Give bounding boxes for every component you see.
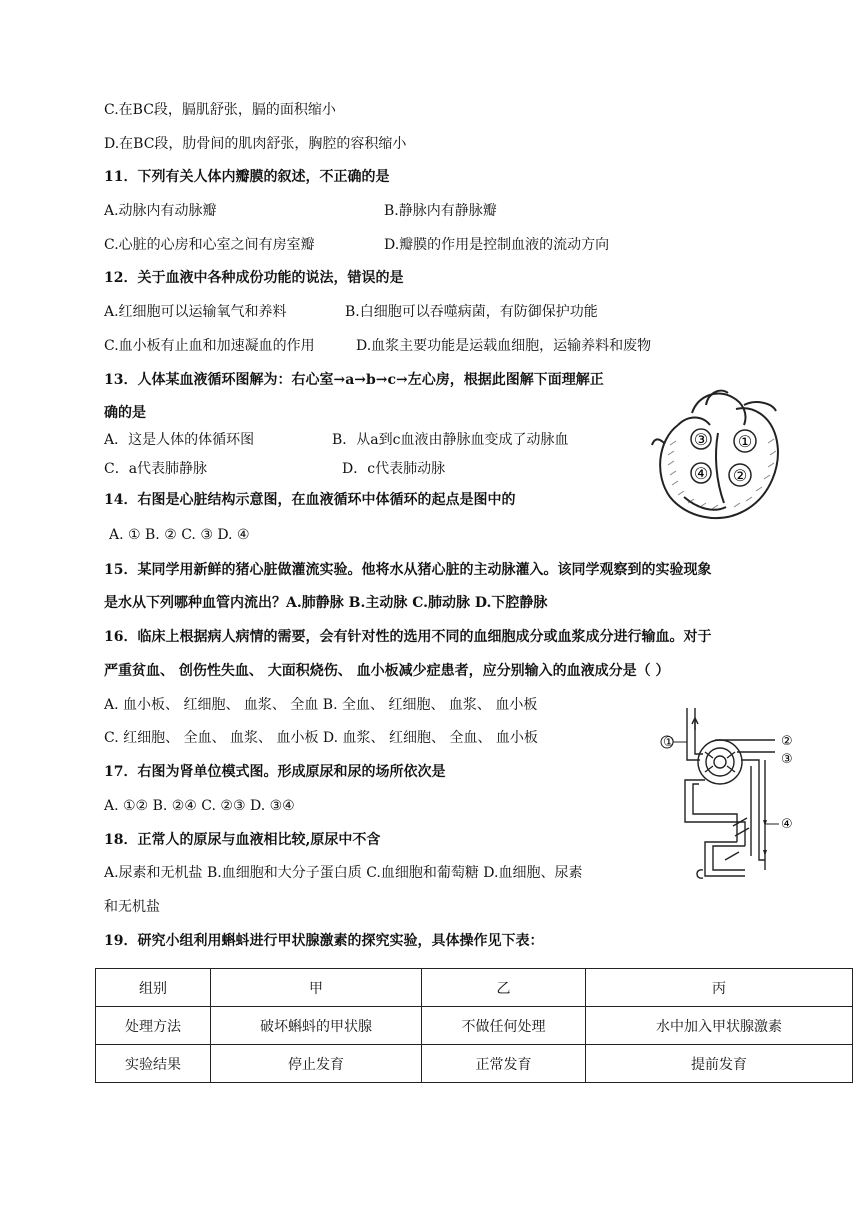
table-header-row <box>96 969 853 1007</box>
text-line: D.血浆主要功能是运载血细胞，运输养料和废物 <box>356 338 652 354</box>
text-line: D．c代表肺动脉 <box>342 461 446 477</box>
text-line: D.在BC段，肋骨间的肌肉舒张，胸腔的容积缩小 <box>104 136 407 152</box>
nephron-diagram <box>655 700 805 890</box>
heart-label-3: ③ <box>693 430 709 449</box>
table-cell: 不做任何处理 <box>422 1007 586 1045</box>
text-line: D.瓣膜的作用是控制血液的流动方向 <box>384 237 610 253</box>
table-cell: 正常发育 <box>422 1045 586 1083</box>
text-line: B.静脉内有静脉瓣 <box>384 203 497 219</box>
text-line: A. 血小板、 红细胞、 血浆、 全血 B. 全血、 红细胞、 血浆、 血小板 <box>104 697 538 713</box>
text-line: C.血小板有止血和加速凝血的作用 <box>104 338 315 354</box>
table-cell: 处理方法 <box>96 1007 211 1045</box>
table-header-cell: 乙 <box>422 969 586 1007</box>
heart-label-4: ④ <box>693 464 709 483</box>
text-line: A.动脉内有动脉瓣 <box>104 203 217 219</box>
text-line: C.心脏的心房和心室之间有房室瓣 <box>104 237 315 253</box>
text-line: 13．人体某血液循环图解为：右心室→a→b→c→左心房，根据此图解下面理解正 <box>104 372 604 388</box>
text-line: 12．关于血液中各种成份功能的说法，错误的是 <box>104 270 404 286</box>
kidney-label-4: ④ <box>781 817 793 832</box>
table-header-cell: 丙 <box>586 969 853 1007</box>
text-line: B．从a到c血液由静脉血变成了动脉血 <box>332 432 569 448</box>
text-line: 16．临床上根据病人病情的需要，会有针对性的选用不同的血细胞成分或血浆成分进行输血。对于 <box>104 629 712 645</box>
table-cell: 实验结果 <box>96 1045 211 1083</box>
kidney-label-2: ② <box>781 734 793 749</box>
experiment-table <box>95 968 853 1083</box>
text-line: 和无机盐 <box>104 899 160 915</box>
text-line: B.白细胞可以吞噬病菌，有防御保护功能 <box>345 304 598 320</box>
table-header-cell: 甲 <box>211 969 422 1007</box>
text-line: 17．右图为肾单位模式图。形成原尿和尿的场所依次是 <box>104 764 446 780</box>
text-line: C．a代表肺静脉 <box>104 461 208 477</box>
text-line: C. 红细胞、 全血、 血浆、 血小板 D. 血浆、 红细胞、 全血、 血小板 <box>104 730 538 746</box>
table-header-cell: 组别 <box>96 969 211 1007</box>
table-cell: 停止发育 <box>211 1045 422 1083</box>
text-line: A. ① B. ② C. ③ D. ④ <box>109 527 250 543</box>
text-line: A.红细胞可以运输氧气和养料 <box>104 304 287 320</box>
text-line: 11．下列有关人体内瓣膜的叙述，不正确的是 <box>104 169 390 185</box>
heart-label-1: ① <box>737 432 753 451</box>
table-row <box>96 1045 853 1083</box>
text-line: C.在BC段，膈肌舒张，膈的面积缩小 <box>104 102 336 118</box>
table-cell: 提前发育 <box>586 1045 853 1083</box>
text-line: 是水从下列哪种血管内流出？A.肺静脉 B.主动脉 C.肺动脉 D.下腔静脉 <box>104 595 548 611</box>
table-cell: 水中加入甲状腺激素 <box>586 1007 853 1045</box>
text-line: 15．某同学用新鲜的猪心脏做灌流实验。他将水从猪心脏的主动脉灌入。该同学观察到的实验现象 <box>104 562 712 578</box>
text-line: 严重贫血、 创伤性失血、 大面积烧伤、 血小板减少症患者，应分别输入的血液成分是（ ） <box>104 663 670 679</box>
text-line: A.尿素和无机盐 B.血细胞和大分子蛋白质 C.血细胞和葡萄糖 D.血细胞、尿素 <box>104 865 583 881</box>
text-line: 确的是 <box>104 405 146 421</box>
text-line: 18．正常人的原尿与血液相比较,原尿中不含 <box>104 832 381 848</box>
heart-diagram <box>648 385 790 527</box>
table-row <box>96 1007 853 1045</box>
table-cell: 破坏蝌蚪的甲状腺 <box>211 1007 422 1045</box>
text-line: A．这是人体的体循环图 <box>104 432 255 448</box>
text-line: A. ①② B. ②④ C. ②③ D. ③④ <box>104 798 295 814</box>
kidney-label-3: ③ <box>781 752 793 767</box>
heart-label-2: ② <box>732 466 748 485</box>
kidney-label-1: ① <box>663 735 675 750</box>
text-line: 19．研究小组利用蝌蚪进行甲状腺激素的探究实验，具体操作见下表： <box>104 933 544 949</box>
text-line: 14．右图是心脏结构示意图，在血液循环中体循环的起点是图中的 <box>104 492 516 508</box>
